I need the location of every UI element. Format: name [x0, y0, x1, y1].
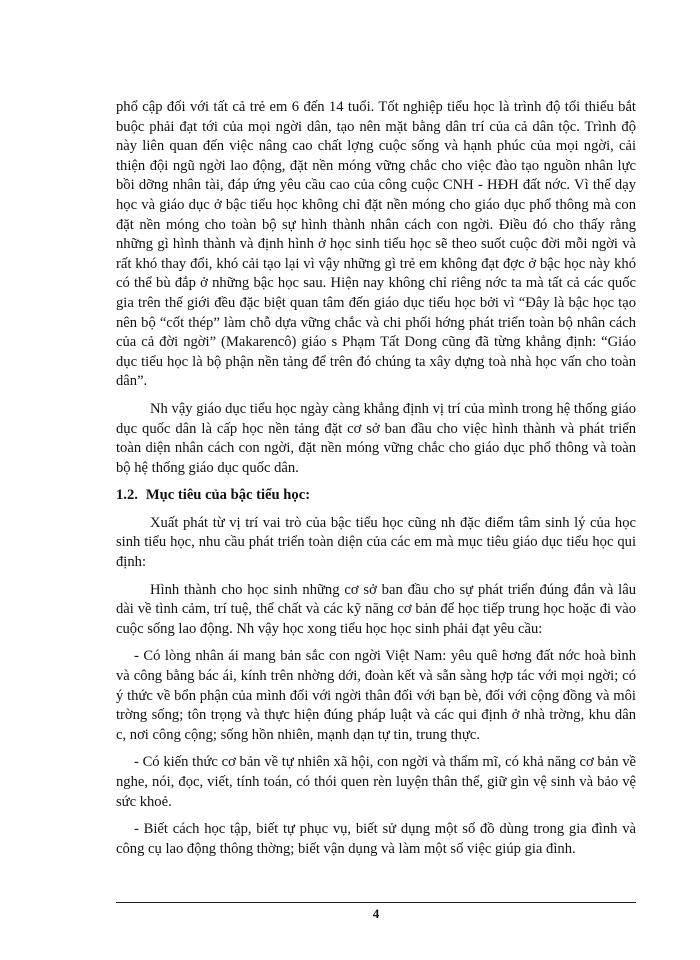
- bullet-item-knowledge: - Có kiến thức cơ bản về tự nhiên xã hội, con ngời và thẩm mĩ, có khả năng cơ bản về nghe, nói, đọc, viết, tính toán, có thói quen rèn luyện thân thể, giữ gìn vệ sinh và bảo vệ sức khoẻ.: [116, 754, 636, 810]
- section-number: 1.2.: [116, 487, 138, 504]
- paragraph-intro: phổ cập đối với tất cả trẻ em 6 đến 14 tuổi. Tốt nghiệp tiểu học là trình độ tối thiểu bắt buộc phải đạt tới của mọi ngời dân, tạo nên mặt bằng dân trí của cả dân tộc. Trình độ này liên quan đến việc nâng cao chất lợng cuộc sống và hạnh phúc của mọi ngời, cải thiện đội ngũ ngời lao động, đặt nền móng vững chắc cho việc đào tạo nguồn nhân lực bồi dỡng nhân tài, đáp ứng yêu cầu cao của công cuộc CNH - HĐH đất nớc. Vì thế dạy học và giáo dục ở bậc tiểu học không chỉ đặt nền móng cho giáo dục phổ thông mà con đặt nền móng cho toàn bộ sự hình thành nhân cách con ngời. Điều đó cho thấy rằng những gì hình thành và định hình ở học sinh tiểu học sẽ theo suốt cuộc đời mỗi ngời và rất khó thay đổi, khó cải tạo lại vì vậy những gì trẻ em không đạt đợc ở bậc học này khó có thể bù đắp ở những bậc học sau. Hiện nay không chỉ riêng nớc ta mà tất cả các quốc gia trên thế giới đều đặc biệt quan tâm đến giáo dục tiểu học bởi vì “Đây là bậc học tạo nên bộ “cốt thép” làm chỗ dựa vững chắc và chi phối hớng phát triển toàn bộ nhân cách của cả đời ngời” (Makarencô) giáo s Phạm Tất Dong cũng đã từng khẳng định: “Giáo dục tiểu học là bộ phận nền tảng để trên đó chúng ta xây dựng toà nhà học vấn cho toàn dân”.: [116, 99, 636, 390]
- paragraph-section-goal: Hình thành cho học sinh những cơ sở ban đầu cho sự phát triển đúng đắn và lâu dài về tình cảm, trí tuệ, thể chất và các kỹ năng cơ bản để học tiếp trung học hoặc đi vào cuộc sống lao động. Nh vậy học xong tiểu học học sinh phải đạt yêu cầu:: [116, 581, 636, 637]
- document-body: [116, 98, 636, 867]
- footer-divider: [116, 902, 636, 903]
- bullet-item-skills: - Biết cách học tập, biết tự phục vụ, biết sử dụng một số đồ dùng trong gia đình và công cụ lao động thông thờng; biết vận dụng và làm một số việc giúp gia đình.: [116, 821, 636, 857]
- paragraph-section-intro: Xuất phát từ vị trí vai trò của bậc tiểu học cũng nh đặc điểm tâm sinh lý của học sinh tiểu học, nhu cầu phát triển toàn diện của các em mà mục tiêu giáo dục tiểu học qui định:: [116, 514, 636, 571]
- bullet-item-character: - Có lòng nhân ái mang bản sắc con ngời Việt Nam: yêu quê hơng đất nớc hoà bình và công bằng bác ái, kính trên nhờng dới, đoàn kết và sẵn sàng hợp tác với mọi ngời; có ý thức về bổn phận của mình đối với ngời thân đối với bạn bè, đối với cộng đồng và môi trờng sống; tôn trọng và thực hiện đúng pháp luật và các qui định ở nhà trờng, khu dân c, nơi công cộng; sống hồn nhiên, mạnh dạn tự tin, trung thực.: [116, 648, 636, 743]
- section-title: Mục tiêu của bậc tiểu học:: [145, 487, 311, 504]
- paragraph-summary: Nh vậy giáo dục tiểu học ngày càng khẳng định vị trí của mình trong hệ thống giáo dục quốc dân là cấp học nền tảng đặt cơ sở ban đầu cho việc hình thành và phát triển toàn diện nhân cách con ngời, đặt nền móng vững chắc cho giáo dục phổ thông và toàn bộ hệ thống giáo dục quốc dân.: [116, 400, 636, 476]
- page-number: 4: [372, 906, 380, 921]
- section-heading: [116, 486, 636, 506]
